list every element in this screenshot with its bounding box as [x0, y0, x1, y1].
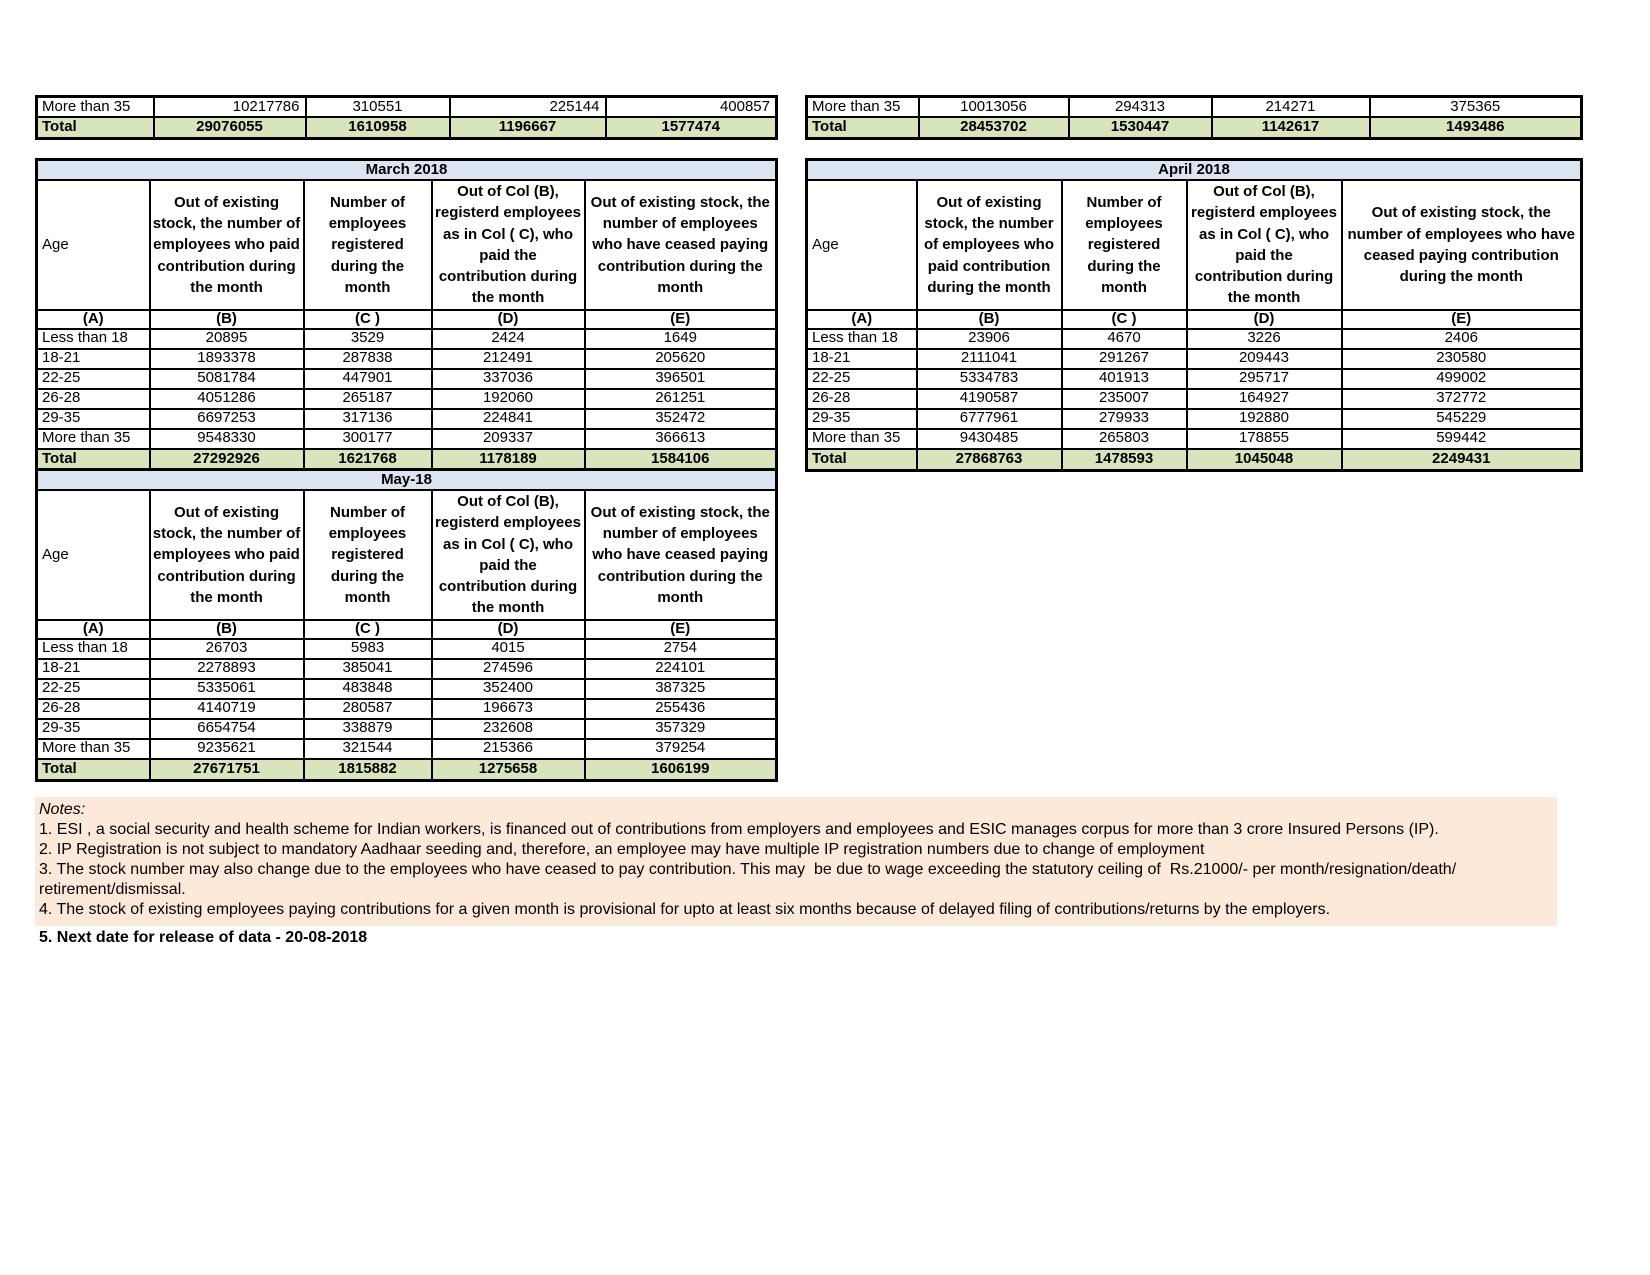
total-cell: 1196667	[450, 117, 606, 139]
table-row	[807, 409, 1582, 429]
age-cell: 26-28	[37, 699, 150, 719]
data-cell: 214271	[1212, 97, 1370, 118]
table-row	[37, 639, 777, 659]
column-header: Number of employees registered during the month	[304, 180, 432, 310]
data-cell: 372772	[1342, 389, 1582, 409]
column-letter: (E)	[585, 310, 777, 329]
age-cell: Less than 18	[807, 329, 917, 349]
data-cell: 215366	[432, 739, 585, 759]
table-row	[807, 349, 1582, 369]
total-label: Total	[807, 449, 917, 471]
table-row	[37, 659, 777, 679]
age-cell: Less than 18	[37, 329, 150, 349]
total-cell: 1815882	[304, 759, 432, 781]
data-cell: 26703	[150, 639, 304, 659]
age-cell: More than 35	[37, 97, 154, 118]
data-cell: 447901	[304, 369, 432, 389]
table-row	[807, 389, 1582, 409]
total-cell: 1045048	[1187, 449, 1342, 471]
total-cell: 27671751	[150, 759, 304, 781]
total-cell: 29076055	[154, 117, 306, 139]
data-cell: 321544	[304, 739, 432, 759]
next-release-date: 5. Next date for release of data - 20-08-2018	[39, 929, 368, 946]
header-row	[37, 180, 777, 310]
data-cell: 192880	[1187, 409, 1342, 429]
data-cell: 366613	[585, 429, 777, 449]
data-cell: 483848	[304, 679, 432, 699]
total-label: Total	[37, 449, 150, 471]
data-cell: 375365	[1370, 97, 1582, 118]
column-header: Out of Col (B), registerd employees as in Col ( C), who paid the contribution during the month	[1187, 180, 1342, 310]
table-row	[37, 97, 777, 118]
data-cell: 5334783	[917, 369, 1062, 389]
data-cell: 196673	[432, 699, 585, 719]
total-cell: 1610958	[306, 117, 450, 139]
data-cell: 2406	[1342, 329, 1582, 349]
data-cell: 599442	[1342, 429, 1582, 449]
age-cell: More than 35	[807, 429, 917, 449]
data-cell: 4670	[1062, 329, 1187, 349]
notes-label: Notes:	[39, 801, 86, 818]
notes-highlight-block	[35, 797, 1557, 926]
month-table	[35, 468, 778, 782]
age-cell: 22-25	[37, 369, 150, 389]
data-cell: 4190587	[917, 389, 1062, 409]
total-cell: 1493486	[1370, 117, 1582, 139]
age-cell: More than 35	[37, 429, 150, 449]
data-cell: 3529	[304, 329, 432, 349]
column-letter: (D)	[432, 620, 585, 639]
notes-list	[39, 820, 1549, 920]
data-cell: 274596	[432, 659, 585, 679]
total-cell: 27292926	[150, 449, 304, 471]
data-cell: 164927	[1187, 389, 1342, 409]
data-cell: 6777961	[917, 409, 1062, 429]
table-row	[807, 429, 1582, 449]
data-cell: 357329	[585, 719, 777, 739]
age-cell: More than 35	[807, 97, 919, 118]
table-row	[37, 369, 777, 389]
column-letter: (C )	[304, 620, 432, 639]
data-cell: 385041	[304, 659, 432, 679]
data-cell: 265803	[1062, 429, 1187, 449]
data-cell: 2424	[432, 329, 585, 349]
total-cell: 1606199	[585, 759, 777, 781]
data-cell: 545229	[1342, 409, 1582, 429]
data-cell: 9548330	[150, 429, 304, 449]
column-header: Out of existing stock, the number of employees who paid contribution during the month	[150, 180, 304, 310]
column-letter-row	[37, 620, 777, 639]
data-cell: 400857	[606, 97, 777, 118]
data-cell: 396501	[585, 369, 777, 389]
data-cell: 294313	[1069, 97, 1212, 118]
table-row	[37, 329, 777, 349]
age-cell: 22-25	[37, 679, 150, 699]
total-cell: 1478593	[1062, 449, 1187, 471]
total-label: Total	[37, 759, 150, 781]
column-header: Out of existing stock, the number of employees who have ceased paying contribution during the month	[585, 490, 777, 620]
age-cell: 18-21	[37, 659, 150, 679]
header-row	[807, 180, 1582, 310]
column-header-age: Age	[37, 180, 150, 310]
data-cell: 224841	[432, 409, 585, 429]
note-item: 3. The stock number may also change due to the employees who have ceased to pay contribution. This may be due to wage exceeding the statutory ceiling of Rs.21000/- per month/resignation/death/ retirement/dismissal.	[39, 861, 1461, 898]
data-cell: 212491	[432, 349, 585, 369]
column-letter: (D)	[432, 310, 585, 329]
data-cell: 10217786	[154, 97, 306, 118]
partial-table	[35, 95, 778, 140]
table-title: May-18	[37, 470, 777, 491]
table-row	[807, 369, 1582, 389]
column-header: Number of employees registered during the month	[304, 490, 432, 620]
total-cell: 27868763	[917, 449, 1062, 471]
column-letter: (C )	[304, 310, 432, 329]
age-cell: 29-35	[807, 409, 917, 429]
data-cell: 230580	[1342, 349, 1582, 369]
data-cell: 224101	[585, 659, 777, 679]
data-cell: 387325	[585, 679, 777, 699]
table-row	[37, 409, 777, 429]
age-cell: 22-25	[807, 369, 917, 389]
data-cell: 265187	[304, 389, 432, 409]
data-cell: 310551	[306, 97, 450, 118]
data-cell: 209337	[432, 429, 585, 449]
data-cell: 178855	[1187, 429, 1342, 449]
data-cell: 499002	[1342, 369, 1582, 389]
month-table	[35, 158, 778, 472]
total-cell: 28453702	[919, 117, 1069, 139]
note-item: 4. The stock of existing employees paying contributions for a given month is provisional for upto at least six months because of delayed filing of contributions/returns by the employers.	[39, 901, 1331, 918]
age-cell: 18-21	[37, 349, 150, 369]
column-letter: (C )	[1062, 310, 1187, 329]
total-cell: 1584106	[585, 449, 777, 471]
total-label: Total	[807, 117, 919, 139]
partial-table	[805, 95, 1583, 140]
data-cell: 291267	[1062, 349, 1187, 369]
data-cell: 338879	[304, 719, 432, 739]
data-cell: 235007	[1062, 389, 1187, 409]
data-cell: 352472	[585, 409, 777, 429]
column-header: Out of Col (B), registerd employees as in Col ( C), who paid the contribution during the month	[432, 490, 585, 620]
column-header: Out of existing stock, the number of employees who have ceased paying contribution during the month	[585, 180, 777, 310]
notes-section	[35, 797, 1557, 948]
data-cell: 1893378	[150, 349, 304, 369]
total-row	[37, 449, 777, 471]
data-cell: 9235621	[150, 739, 304, 759]
may-18-table	[35, 468, 778, 782]
column-letter: (B)	[150, 620, 304, 639]
column-letter: (E)	[1342, 310, 1582, 329]
top-partial-table-right	[805, 95, 1583, 140]
column-letter: (A)	[37, 620, 150, 639]
table-row	[37, 699, 777, 719]
data-cell: 279933	[1062, 409, 1187, 429]
column-letter: (B)	[917, 310, 1062, 329]
column-letter: (A)	[807, 310, 917, 329]
note-item: 1. ESI , a social security and health scheme for Indian workers, is financed out of contributions from employers and employees and ESIC manages corpus for more than 3 crore Insured Persons (IP).	[39, 821, 1439, 838]
data-cell: 300177	[304, 429, 432, 449]
data-cell: 3226	[1187, 329, 1342, 349]
column-letter-row	[37, 310, 777, 329]
data-cell: 4051286	[150, 389, 304, 409]
column-header: Out of existing stock, the number of employees who paid contribution during the month	[150, 490, 304, 620]
column-letter: (A)	[37, 310, 150, 329]
data-cell: 20895	[150, 329, 304, 349]
table-row	[37, 349, 777, 369]
total-label: Total	[37, 117, 154, 139]
column-letter: (D)	[1187, 310, 1342, 329]
data-cell: 9430485	[917, 429, 1062, 449]
table-row	[807, 97, 1582, 118]
data-cell: 5335061	[150, 679, 304, 699]
column-header-age: Age	[807, 180, 917, 310]
header-row	[37, 490, 777, 620]
total-cell: 1275658	[432, 759, 585, 781]
total-cell: 1577474	[606, 117, 777, 139]
data-cell: 287838	[304, 349, 432, 369]
data-cell: 337036	[432, 369, 585, 389]
age-cell: 26-28	[37, 389, 150, 409]
total-cell: 1621768	[304, 449, 432, 471]
column-letter-row	[807, 310, 1582, 329]
total-row	[37, 759, 777, 781]
total-row	[807, 449, 1582, 471]
total-cell: 1530447	[1069, 117, 1212, 139]
month-table	[805, 158, 1583, 472]
data-cell: 379254	[585, 739, 777, 759]
table-row	[37, 117, 777, 139]
column-header: Number of employees registered during the month	[1062, 180, 1187, 310]
table-row	[37, 719, 777, 739]
total-cell: 1142617	[1212, 117, 1370, 139]
table-row	[37, 679, 777, 699]
data-cell: 2111041	[917, 349, 1062, 369]
data-cell: 5983	[304, 639, 432, 659]
age-cell: 29-35	[37, 719, 150, 739]
data-cell: 401913	[1062, 369, 1187, 389]
data-cell: 295717	[1187, 369, 1342, 389]
data-cell: 2278893	[150, 659, 304, 679]
data-cell: 352400	[432, 679, 585, 699]
age-cell: 26-28	[807, 389, 917, 409]
table-row	[37, 389, 777, 409]
column-header-age: Age	[37, 490, 150, 620]
data-cell: 209443	[1187, 349, 1342, 369]
april-2018-table	[805, 158, 1583, 472]
march-2018-table	[35, 158, 778, 472]
data-cell: 10013056	[919, 97, 1069, 118]
data-cell: 23906	[917, 329, 1062, 349]
age-cell: More than 35	[37, 739, 150, 759]
data-cell: 232608	[432, 719, 585, 739]
data-cell: 2754	[585, 639, 777, 659]
data-cell: 6697253	[150, 409, 304, 429]
data-cell: 5081784	[150, 369, 304, 389]
table-row	[37, 429, 777, 449]
column-letter: (E)	[585, 620, 777, 639]
data-cell: 1649	[585, 329, 777, 349]
column-letter: (B)	[150, 310, 304, 329]
table-row	[807, 329, 1582, 349]
data-cell: 255436	[585, 699, 777, 719]
data-cell: 317136	[304, 409, 432, 429]
data-cell: 261251	[585, 389, 777, 409]
data-cell: 192060	[432, 389, 585, 409]
table-title: March 2018	[37, 160, 777, 181]
age-cell: Less than 18	[37, 639, 150, 659]
column-header: Out of Col (B), registerd employees as in Col ( C), who paid the contribution during the month	[432, 180, 585, 310]
data-cell: 4140719	[150, 699, 304, 719]
top-partial-table-left	[35, 95, 778, 140]
data-cell: 6654754	[150, 719, 304, 739]
data-cell: 225144	[450, 97, 606, 118]
table-row	[37, 739, 777, 759]
table-title: April 2018	[807, 160, 1582, 181]
data-cell: 4015	[432, 639, 585, 659]
note-item: 2. IP Registration is not subject to mandatory Aadhaar seeding and, therefore, an employee may have multiple IP registration numbers due to change of employment	[39, 841, 1205, 858]
data-cell: 280587	[304, 699, 432, 719]
table-row	[807, 117, 1582, 139]
data-cell: 205620	[585, 349, 777, 369]
column-header: Out of existing stock, the number of employees who have ceased paying contribution during the month	[1342, 180, 1582, 310]
total-cell: 2249431	[1342, 449, 1582, 471]
age-cell: 18-21	[807, 349, 917, 369]
total-cell: 1178189	[432, 449, 585, 471]
column-header: Out of existing stock, the number of employees who paid contribution during the month	[917, 180, 1062, 310]
age-cell: 29-35	[37, 409, 150, 429]
